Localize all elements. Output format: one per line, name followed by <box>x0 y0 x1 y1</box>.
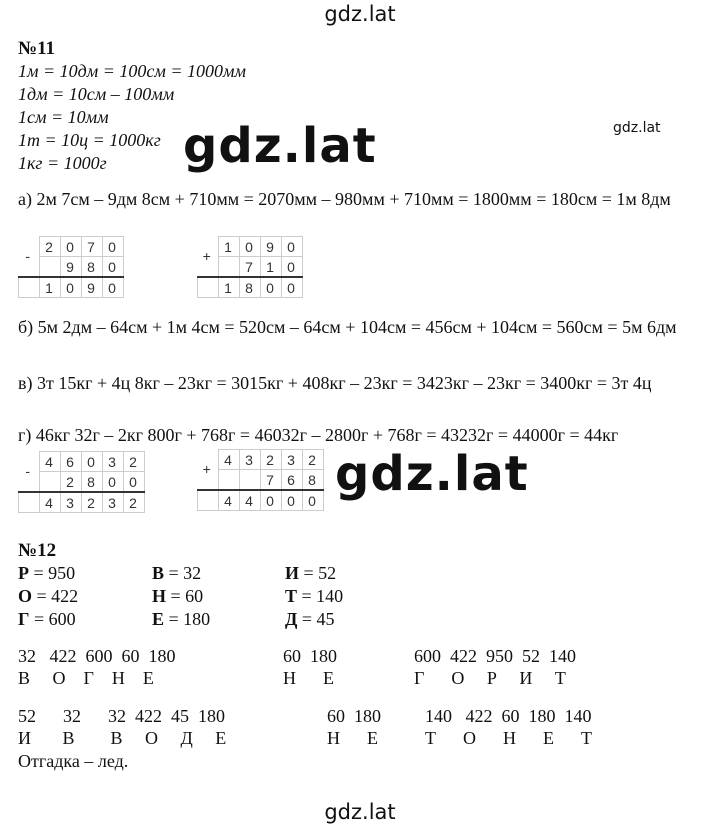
code-numbers: 60 180 <box>327 706 381 726</box>
watermark-small: gdz.lat <box>613 120 661 136</box>
watermark-top: gdz.lat <box>324 2 396 26</box>
letter-value: О = 422 <box>18 586 79 606</box>
calc-g-subtract: - 4 6 0 3 2 2 8 0 0 4 3 2 3 2 <box>18 451 145 513</box>
unit-line: 1кг = 1000г <box>18 153 107 173</box>
operator: + <box>202 248 213 265</box>
letter-value: И = 52 <box>285 563 337 583</box>
task12-heading: №12 <box>18 540 57 561</box>
operator: - <box>25 248 33 265</box>
letter-value: Р = 950 <box>18 563 76 583</box>
code-numbers: 60 180 <box>283 646 337 666</box>
code-letters: Т О Н Е Т <box>425 728 592 748</box>
unit-line: 1м = 10дм = 100см = 1000мм <box>18 61 246 81</box>
letter-value: Д = 45 <box>285 609 335 629</box>
operator: - <box>25 463 33 480</box>
code-letters: В О Г Н Е <box>18 668 154 688</box>
code-letters: Г О Р И Т <box>414 668 566 688</box>
calc-g-add: + 4 3 2 3 2 7 6 8 4 4 0 0 0 <box>197 449 324 511</box>
letter-value: Т = 140 <box>285 586 344 606</box>
operator: + <box>202 461 213 478</box>
unit-line: 1см = 10мм <box>18 107 109 127</box>
letter-value: Е = 180 <box>152 609 211 629</box>
letter-value: Г = 600 <box>18 609 76 629</box>
task11-b: б) 5м 2дм – 64см + 1м 4см = 520см – 64см + 104см = 456см + 104см = 560см = 5м 6дм <box>18 317 677 337</box>
code-numbers: 32 422 600 60 180 <box>18 646 176 666</box>
code-letters: Н Е <box>327 728 378 748</box>
code-numbers: 52 32 32 422 45 180 <box>18 706 225 726</box>
code-letters: Н Е <box>283 668 334 688</box>
task11-a: а) 2м 7см – 9дм 8см + 710мм = 2070мм – 980мм + 710мм = 1800мм = 180см = 1м 8дм <box>18 189 671 209</box>
unit-line: 1т = 10ц = 1000кг <box>18 130 161 150</box>
calc-a-add: + 1 0 9 0 7 1 0 1 8 0 0 <box>197 236 303 298</box>
watermark-bottom: gdz.lat <box>324 800 396 824</box>
unit-line: 1дм = 10см – 100мм <box>18 84 175 104</box>
code-numbers: 140 422 60 180 140 <box>425 706 592 726</box>
task11-v: в) 3т 15кг + 4ц 8кг – 23кг = 3015кг + 408кг – 23кг = 3423кг – 23кг = 3400кг = 3т 4ц <box>18 373 652 393</box>
code-numbers: 600 422 950 52 140 <box>414 646 576 666</box>
task11-heading: №11 <box>18 38 56 59</box>
letter-value: Н = 60 <box>152 586 204 606</box>
letter-value: В = 32 <box>152 563 202 583</box>
task11-g: г) 46кг 32г – 2кг 800г + 768г = 46032г – 2800г + 768г = 43232г = 44000г = 44кг <box>18 425 619 445</box>
code-letters: И В В О Д Е <box>18 728 227 748</box>
watermark-big: gdz.lat <box>183 118 377 174</box>
riddle-answer: Отгадка – лед. <box>18 751 129 771</box>
watermark-big: gdz.lat <box>335 446 529 502</box>
calc-a-subtract: - 2 0 7 0 9 8 0 1 0 9 0 <box>18 236 124 298</box>
